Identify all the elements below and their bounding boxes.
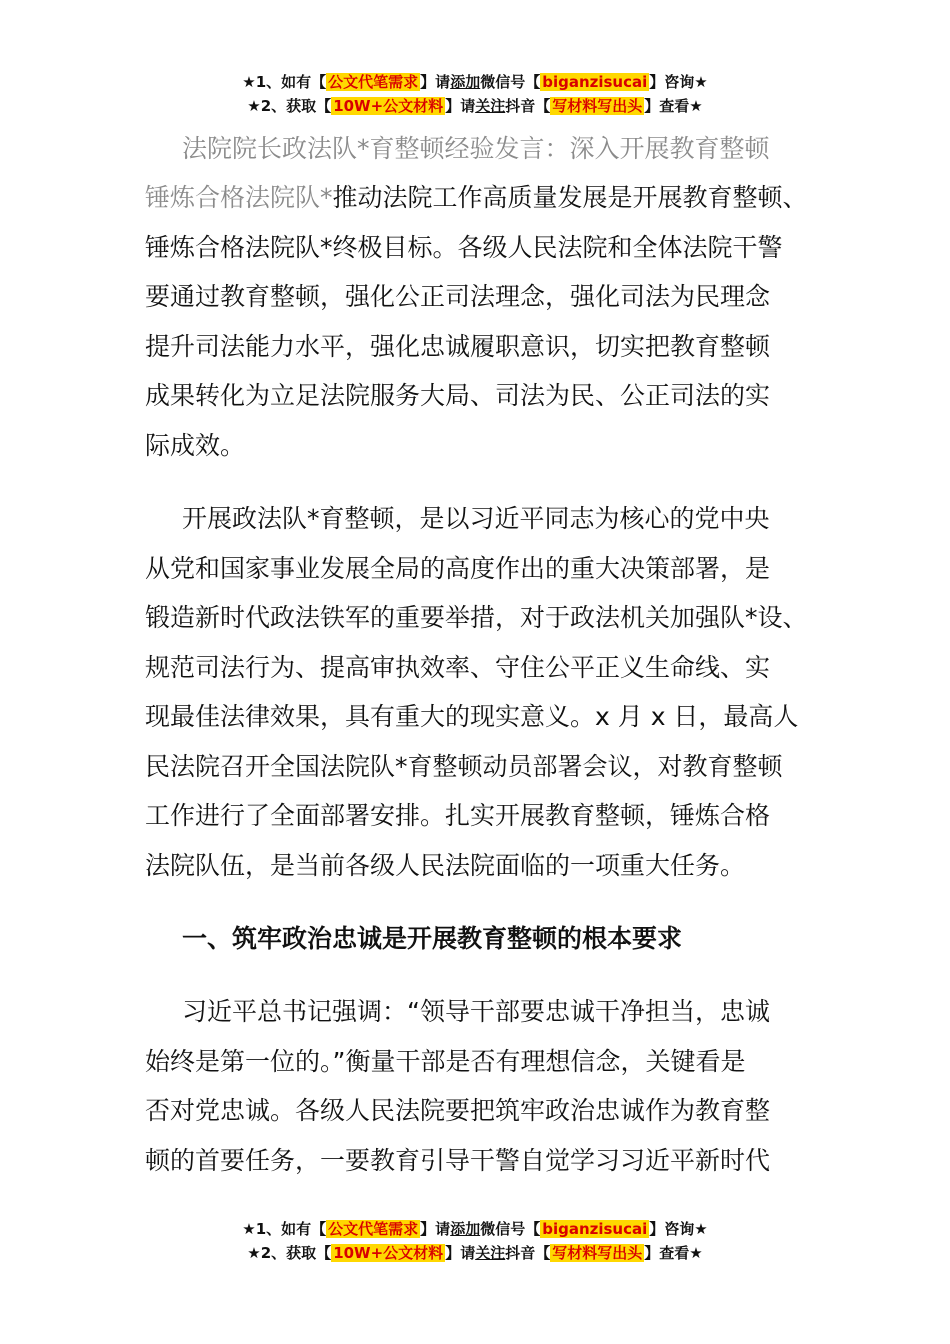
paragraph-line: 民法院召开全国法院队*育整顿动员部署会议，对教育整顿 — [145, 751, 783, 781]
banner-line-1 — [0, 1217, 950, 1241]
banner-text: 】咨询★ — [649, 73, 708, 91]
banner-text: 】咨询★ — [649, 1220, 708, 1238]
document-title: 法院院长政法队*育整顿经验发言：深入开展教育整顿 — [182, 134, 770, 163]
paragraph-line: 开展政法队*育整顿，是以习近平同志为核心的党中央 — [182, 504, 770, 533]
section-heading: 一、筑牢政治忠诚是开展教育整顿的根本要求 — [182, 924, 683, 953]
paragraph-line — [145, 173, 815, 223]
paragraph-line: 提升司法能力水平，强化忠诚履职意识，切实把教育整顿 — [145, 331, 771, 361]
footer-banner — [0, 1217, 950, 1265]
banner-douyin-id: 写材料写出头 — [552, 97, 643, 115]
paragraph-line: 从党和国家事业发展全局的高度作出的重大决策部署，是 — [145, 553, 771, 583]
banner-emphasis: 添加 — [450, 1220, 481, 1238]
banner-line-2 — [0, 1241, 950, 1265]
banner-text: 微信号【 — [480, 73, 541, 91]
banner-highlight: 公文代笔需求 — [328, 73, 419, 91]
banner-text: 抖音【 — [505, 1244, 551, 1262]
banner-highlight: 公文代笔需求 — [328, 1220, 419, 1238]
paragraph-2 — [145, 494, 815, 890]
paragraph-line: 顿的首要任务，一要教育引导干警自觉学习习近平新时代 — [145, 1145, 771, 1175]
paragraph-line: 锤炼合格法院队*终极目标。各级人民法院和全体法院干警 — [145, 232, 783, 262]
paragraph-line: 始终是第一位的。”衡量干部是否有理想信念，关键看是 — [145, 1046, 746, 1076]
paragraph-line: 锻造新时代政法铁军的重要举措，对于政法机关加强队*设、 — [145, 603, 808, 632]
banner-line-1 — [0, 70, 950, 94]
paragraph-line: 成果转化为立足法院服务大局、司法为民、公正司法的实 — [145, 381, 771, 410]
banner-highlight: 10W+公文材料 — [333, 1244, 444, 1262]
paragraph-line: 工作进行了全面部署安排。扎实开展教育整顿，锤炼合格 — [145, 801, 771, 830]
banner-emphasis: 关注 — [475, 97, 506, 115]
paragraph-line: 现最佳法律效果，具有重大的现实意义。x 月 x 日，最高人 — [145, 702, 799, 731]
banner-text: 抖音【 — [505, 97, 551, 115]
paragraph-line: 法院队伍，是当前各级人民法院面临的一项重大任务。 — [145, 850, 746, 880]
banner-emphasis: 关注 — [475, 1244, 506, 1262]
banner-wechat-id: biganzisucai — [542, 1220, 648, 1238]
banner-text: ★1、如有【 — [242, 1220, 327, 1238]
paragraph-line: 规范司法行为、提高审执效率、守住公平正义生命线、实 — [145, 652, 771, 682]
banner-text: ★2、获取【 — [247, 97, 332, 115]
banner-text: ★1、如有【 — [242, 73, 327, 91]
banner-douyin-id: 写材料写出头 — [552, 1244, 643, 1262]
document-body — [145, 124, 815, 1185]
banner-text: 】请 — [420, 1220, 451, 1238]
banner-text: 微信号【 — [480, 1220, 541, 1238]
banner-emphasis: 添加 — [450, 73, 481, 91]
header-banner — [0, 70, 950, 118]
banner-text: 】请 — [420, 73, 451, 91]
document-title-continued: 锤炼合格法院队* — [145, 183, 333, 212]
banner-text: 】请 — [445, 1244, 476, 1262]
paragraph-line: 否对党忠诚。各级人民法院要把筑牢政治忠诚作为教育整 — [145, 1096, 771, 1125]
banner-highlight: 10W+公文材料 — [333, 97, 444, 115]
paragraph-text: 推动法院工作高质量发展是开展教育整顿、 — [332, 183, 808, 212]
banner-text: 】查看★ — [644, 97, 703, 115]
banner-text: 】请 — [445, 97, 476, 115]
banner-text: 】查看★ — [644, 1244, 703, 1262]
banner-text: ★2、获取【 — [247, 1244, 332, 1262]
banner-line-2 — [0, 94, 950, 118]
banner-wechat-id: biganzisucai — [542, 73, 648, 91]
paragraph-1 — [145, 173, 815, 470]
paragraph-3 — [145, 987, 815, 1185]
paragraph-line: 要通过教育整顿，强化公正司法理念，强化司法为民理念 — [145, 282, 771, 311]
paragraph-line: 习近平总书记强调：“领导干部要忠诚干净担当，忠诚 — [182, 997, 770, 1026]
paragraph-line: 际成效。 — [145, 430, 246, 460]
